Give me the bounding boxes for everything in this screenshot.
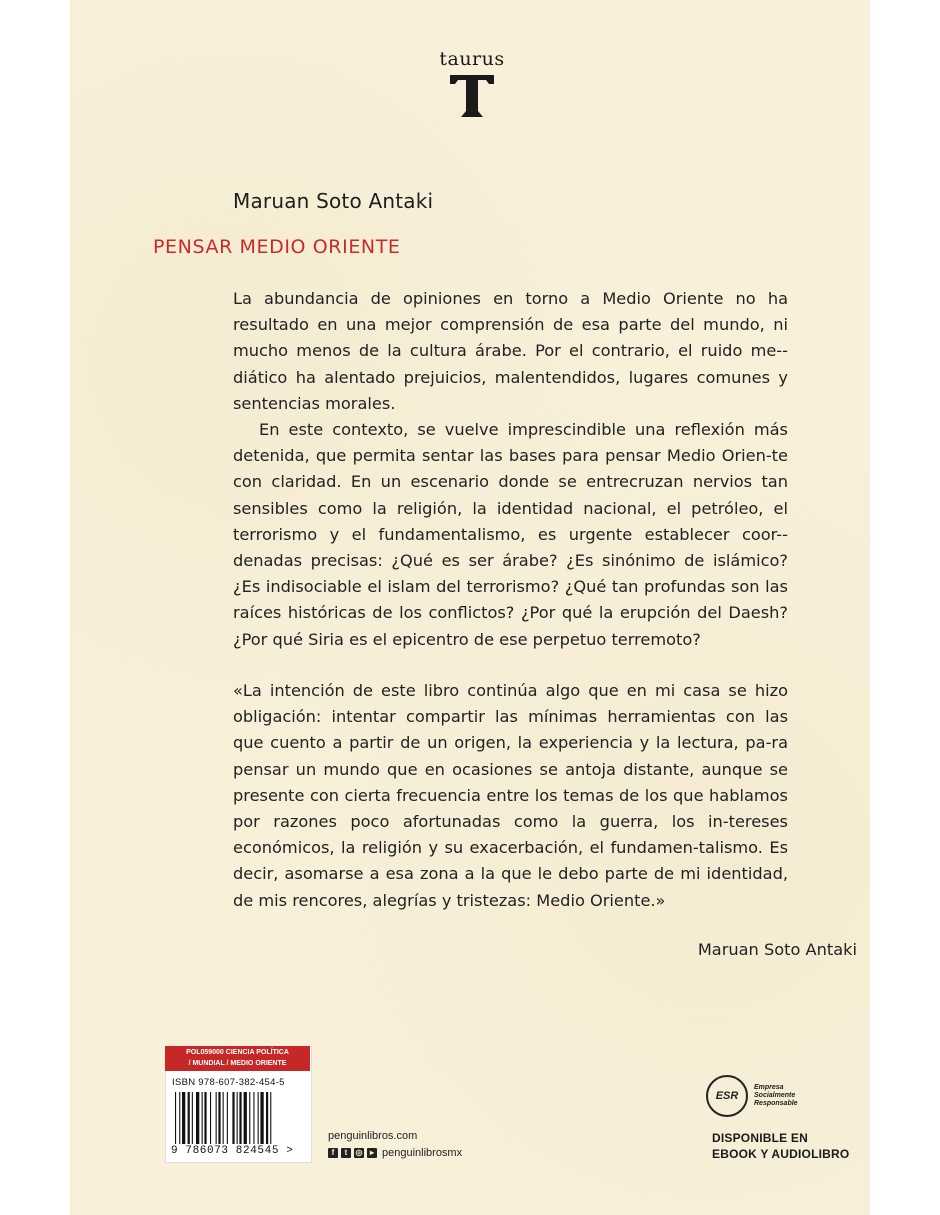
author-quote xyxy=(233,678,788,914)
publisher-website: penguinlibros.com xyxy=(328,1130,418,1142)
category-label xyxy=(165,1046,310,1071)
synopsis xyxy=(233,286,788,653)
social-links xyxy=(328,1147,462,1159)
category-line-2: / MUNDIAL / MEDIO ORIENTE xyxy=(188,1060,287,1067)
quote-signature: Maruan Soto Antaki xyxy=(697,940,857,959)
availability-line-2: EBOOK Y AUDIOLIBRO xyxy=(712,1147,850,1161)
publisher-logo xyxy=(437,48,507,119)
quote-text: «La intención de este libro continúa algo que en mi casa se hizo obligación: intentar compartir las mínimas herramientas con las que cuento a partir de un origen, la experiencia y la lectura, pa-ra pensar un mundo que en ocasiones se antoja distante, aunque se presente con cierta frecuencia entre los temas de los que hablamos por razones poco afortunadas como la guerra, los in-tereses económicos, la religión y su exacerbación, el fundamen-talismo. Es decir, asomarse a esa zona a la que le debo parte de mi identidad, de mis rencores, alegrías y tristezas: Medio Oriente.» xyxy=(233,681,788,910)
youtube-icon: ▸ xyxy=(367,1148,377,1158)
availability-line-1: DISPONIBLE EN xyxy=(712,1131,808,1145)
esr-caption: Empresa Socialmente Responsable xyxy=(754,1084,798,1107)
twitter-icon: t xyxy=(341,1148,351,1158)
author-name: Maruan Soto Antaki xyxy=(233,189,434,213)
barcode-icon xyxy=(175,1092,305,1144)
barcode-digits: 9 786073 824545 > xyxy=(171,1145,294,1157)
taurus-t-icon xyxy=(448,73,496,119)
esr-badge-text: ESR xyxy=(715,1090,739,1102)
esr-seal xyxy=(706,1075,814,1117)
isbn-number: ISBN 978-607-382-454-5 xyxy=(172,1077,285,1088)
instagram-icon: ◎ xyxy=(355,1148,363,1157)
facebook-icon: f xyxy=(328,1148,338,1158)
publisher-name: taurus xyxy=(439,48,505,70)
social-handle: penguinlibrosmx xyxy=(382,1147,463,1159)
synopsis-paragraph-1: La abundancia de opiniones en torno a Medio Oriente no ha resultado en una mejor comprensión de esa parte del mundo, ni mucho menos de la cultura árabe. Por el contrario, el ruido me-diático ha alentado prejuicios, malentendidos, lugares comunes y sentencias morales. xyxy=(233,289,788,413)
category-line-1: POL059000 CIENCIA POLÍTICA xyxy=(186,1049,289,1056)
synopsis-paragraph-2: En este contexto, se vuelve imprescindible una reflexión más detenida, que permita sentar las bases para pensar Medio Orien-te con claridad. En un escenario donde se entrecruzan nervios tan sensibles como la religión, la identidad nacional, el petróleo, el terrorismo y el fundamentalismo, es urgente establecer coor-denadas precisas: ¿Qué es ser árabe? ¿Es sinónimo de islámico? ¿Es indisociable el islam del terrorismo? ¿Qué tan profundas son las raíces históricas de los conflictos? ¿Por qué la erupción del Daesh? ¿Por qué Siria es el epicentro de ese perpetuo terremoto? xyxy=(233,420,788,649)
book-title: PENSAR MEDIO ORIENTE xyxy=(153,236,401,258)
esr-badge-icon xyxy=(706,1075,748,1117)
availability-note xyxy=(712,1130,849,1162)
